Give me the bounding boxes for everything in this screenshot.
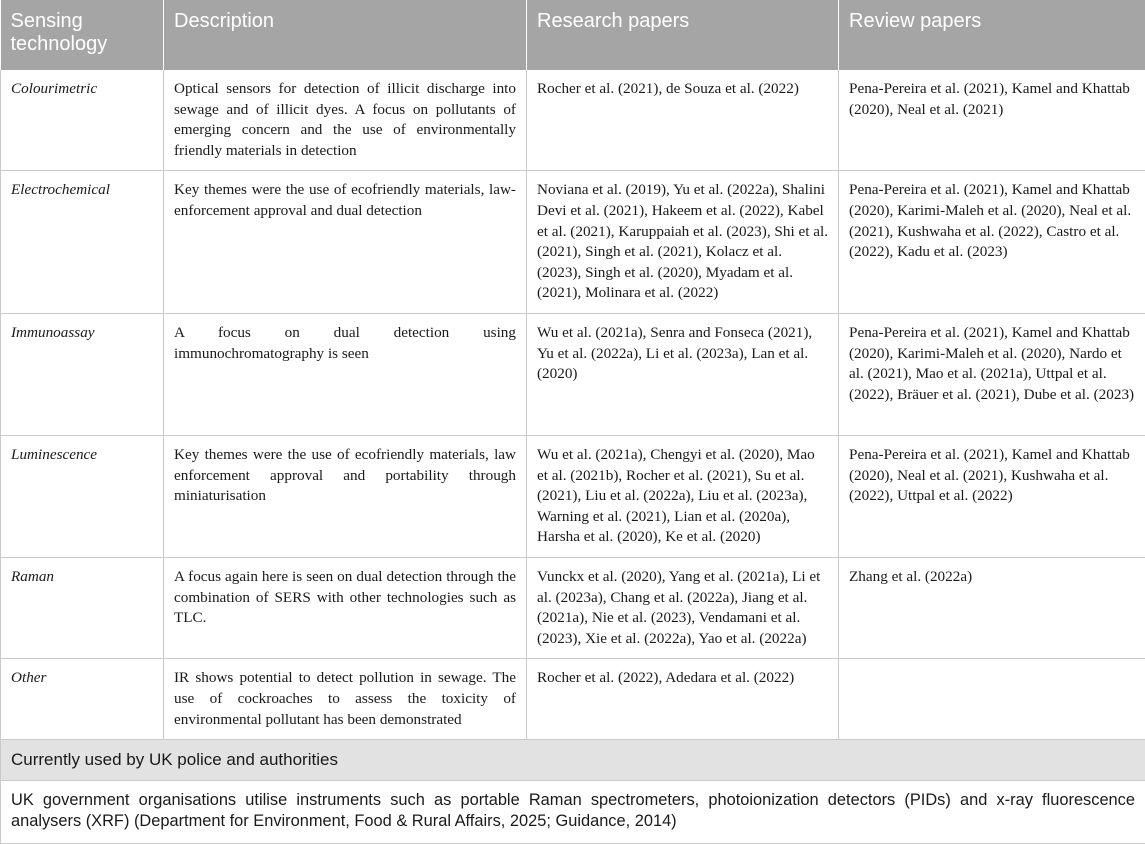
table-row (1, 313, 1145, 435)
research-papers-cell: Wu et al. (2021a), Senra and Fonseca (2021), Yu et al. (2022a), Li et al. (2023a), Lan et al. (2020) (527, 313, 839, 435)
description-cell: IR shows potential to detect pollution in sewage. The use of cockroaches to assess the toxicity of environmental pollutant has been demonstrated (164, 659, 527, 740)
description-cell: Optical sensors for detection of illicit discharge into sewage and of illicit dyes. A focus on pollutants of emerging concern and the use of environmentally friendly materials in detection (164, 70, 527, 171)
table-row (1, 70, 1145, 171)
description-cell: Key themes were the use of ecofriendly materials, law enforcement approval and portability through miniaturisation (164, 435, 527, 557)
review-papers-cell: Pena-Pereira et al. (2021), Kamel and Khattab (2020), Neal et al. (2021) (839, 70, 1145, 171)
table-row (1, 435, 1145, 557)
footer-text-row (1, 781, 1145, 844)
header-description: Description (164, 0, 527, 70)
review-papers-cell (839, 659, 1145, 740)
technology-cell: Other (1, 659, 164, 740)
table-row (1, 171, 1145, 314)
technology-cell: Colourimetric (1, 70, 164, 171)
description-cell: Key themes were the use of ecofriendly materials, law-enforcement approval and dual detection (164, 171, 527, 314)
technology-cell: Luminescence (1, 435, 164, 557)
header-review-papers: Review papers (839, 0, 1145, 70)
header-research-papers: Research papers (527, 0, 839, 70)
research-papers-cell: Noviana et al. (2019), Yu et al. (2022a), Shalini Devi et al. (2021), Hakeem et al. (2022), Kabel et al. (2021), Karuppaiah et al. (2023), Shi et al. (2021), Singh et al. (2021), Kolacz et al. (2023), Singh et al. (2020), Myadam et al. (2021), Molinara et al. (2022) (527, 171, 839, 314)
header-row (1, 0, 1145, 70)
footer-heading: Currently used by UK police and authorities (1, 740, 1145, 781)
table-row (1, 557, 1145, 658)
technology-cell: Raman (1, 557, 164, 658)
review-papers-cell: Pena-Pereira et al. (2021), Kamel and Khattab (2020), Neal et al. (2021), Kushwaha et al. (2022), Uttpal et al. (2022) (839, 435, 1145, 557)
description-cell: A focus on dual detection using immunochromatography is seen (164, 313, 527, 435)
review-papers-cell: Pena-Pereira et al. (2021), Kamel and Khattab (2020), Karimi-Maleh et al. (2020), Nardo et al. (2021), Mao et al. (2021a), Uttpal et al. (2022), Bräuer et al. (2021), Dube et al. (2023) (839, 313, 1145, 435)
table-row (1, 659, 1145, 740)
review-papers-cell: Zhang et al. (2022a) (839, 557, 1145, 658)
research-papers-cell: Wu et al. (2021a), Chengyi et al. (2020), Mao et al. (2021b), Rocher et al. (2021), Su et al. (2021), Liu et al. (2022a), Liu et al. (2023a), Warning et al. (2021), Lian et al. (2020a), Harsha et al. (2020), Ke et al. (2020) (527, 435, 839, 557)
research-papers-cell: Vunckx et al. (2020), Yang et al. (2021a), Li et al. (2023a), Chang et al. (2022a), Jiang et al. (2021a), Nie et al. (2023), Vendamani et al. (2023), Xie et al. (2022a), Yao et al. (2022a) (527, 557, 839, 658)
header-sensing-technology: Sensing technology (1, 0, 164, 70)
research-papers-cell: Rocher et al. (2021), de Souza et al. (2022) (527, 70, 839, 171)
technology-cell: Immunoassay (1, 313, 164, 435)
research-papers-cell: Rocher et al. (2022), Adedara et al. (2022) (527, 659, 839, 740)
footer-text: UK government organisations utilise instruments such as portable Raman spectrometers, photoionization detectors (PIDs) and x-ray fluorescence analysers (XRF) (Department for Environment, Food & Rural Affairs, 2025; Guidance, 2014) (1, 781, 1145, 844)
footer-heading-row (1, 740, 1145, 781)
technology-cell: Electrochemical (1, 171, 164, 314)
description-cell: A focus again here is seen on dual detection through the combination of SERS with other technologies such as TLC. (164, 557, 527, 658)
review-papers-cell: Pena-Pereira et al. (2021), Kamel and Khattab (2020), Karimi-Maleh et al. (2020), Neal et al. (2021), Kushwaha et al. (2022), Castro et al. (2022), Kadu et al. (2023) (839, 171, 1145, 314)
